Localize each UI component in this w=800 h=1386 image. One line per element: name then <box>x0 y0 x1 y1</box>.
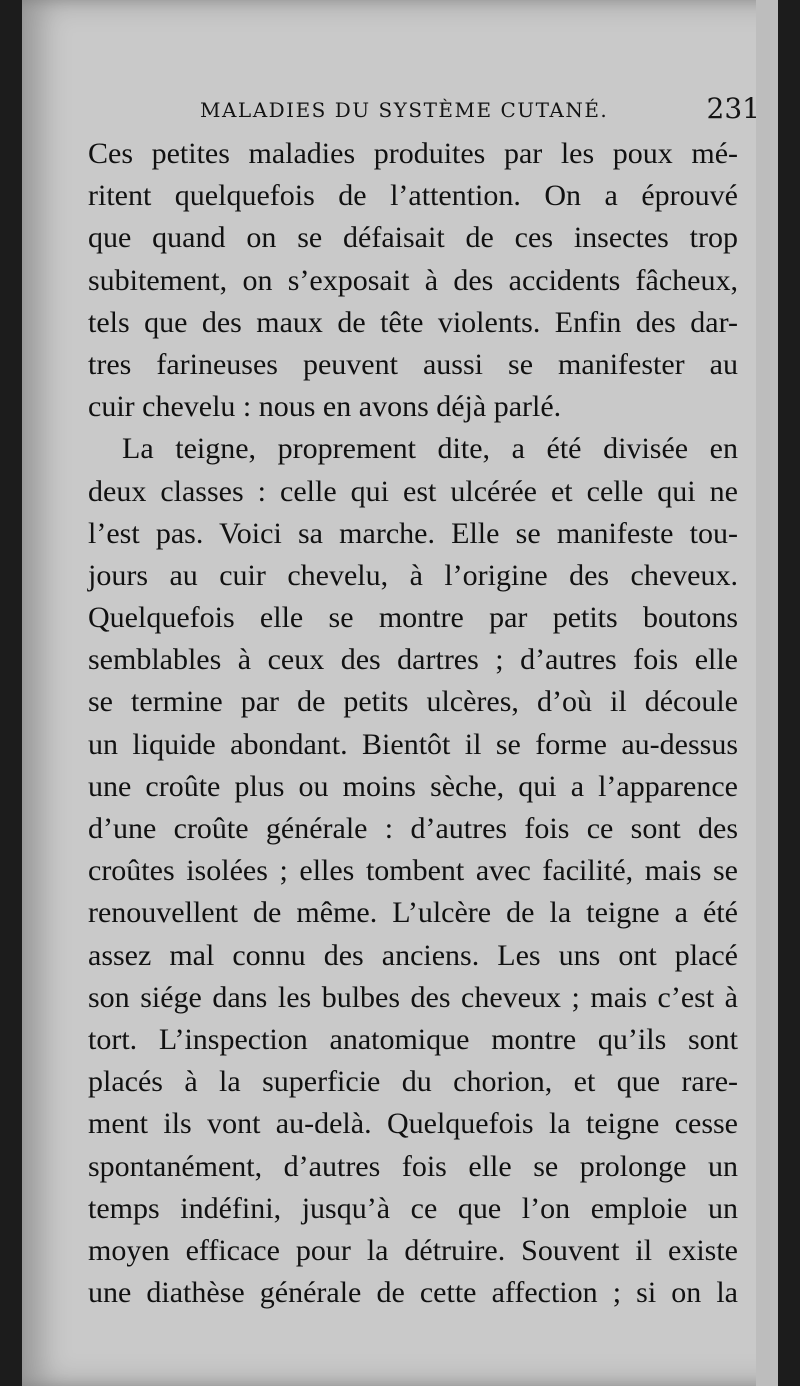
page-number: 231 <box>706 92 760 125</box>
text-line: croûtes isolées ; elles tombent avec facilité, mais se <box>88 854 738 888</box>
text-line: Ces petites maladies produites par les poux mé- <box>88 137 738 170</box>
text-line: cuir chevelu : nous en avons déjà parlé. <box>88 390 562 424</box>
text-line: subitement, on s’exposait à des accidents fâcheux, <box>88 263 738 297</box>
text-line: tels que des maux de tête violents. Enfin des dar- <box>88 305 738 339</box>
text-line: spontanément, d’autres fois elle se prolonge un <box>88 1149 738 1183</box>
text-line: moyen efficace pour la détruire. Souvent il existe <box>88 1233 738 1267</box>
text-line: l’est pas. Voici sa marche. Elle se manifeste tou- <box>88 516 738 550</box>
text-line: Quelquefois elle se montre par petits boutons <box>88 601 738 635</box>
text-line: une croûte plus ou moins sèche, qui a l’apparence <box>88 769 738 803</box>
text-line: son siége dans les bulbes des cheveux ; mais c’est à <box>88 980 738 1014</box>
text-line: temps indéfini, jusqu’à ce que l’on emploie un <box>88 1191 738 1225</box>
text-line: La teigne, proprement dite, a été divisée en <box>122 432 738 466</box>
text-line: assez mal connu des anciens. Les uns ont placé <box>88 938 738 972</box>
text-line: que quand on se défaisait de ces insectes trop <box>88 221 738 255</box>
text-line: une diathèse générale de cette affection ; si on la <box>88 1276 738 1310</box>
page-header <box>200 92 760 132</box>
text-line: jours au cuir chevelu, à l’origine des cheveux. <box>88 558 738 592</box>
text-line: un liquide abondant. Bientôt il se forme au-dessus <box>88 727 738 761</box>
text-line: d’une croûte générale : d’autres fois ce sont des <box>88 812 738 845</box>
text-line: renouvellent de même. L’ulcère de la teigne a été <box>88 896 738 930</box>
page-edge-shadow <box>756 0 778 1386</box>
text-line: ment ils vont au-delà. Quelquefois la teigne cesse <box>88 1107 738 1141</box>
text-line: semblables à ceux des dartres ; d’autres fois elle <box>88 643 738 677</box>
body-text <box>88 133 738 1314</box>
text-line: se termine par de petits ulcères, d’où il découle <box>88 685 738 719</box>
text-line: tres farineuses peuvent aussi se manifester au <box>88 347 738 381</box>
paragraph-1 <box>88 133 738 428</box>
paragraph-2 <box>88 428 738 1314</box>
running-title: MALADIES DU SYSTÈME CUTANÉ. <box>200 98 609 122</box>
text-line: placés à la superficie du chorion, et que rare- <box>88 1065 738 1099</box>
text-line: ritent quelquefois de l’attention. On a éprouvé <box>88 179 738 213</box>
text-line: deux classes : celle qui est ulcérée et celle qui ne <box>88 474 738 508</box>
text-line: tort. L’inspection anatomique montre qu’ils sont <box>88 1022 738 1056</box>
